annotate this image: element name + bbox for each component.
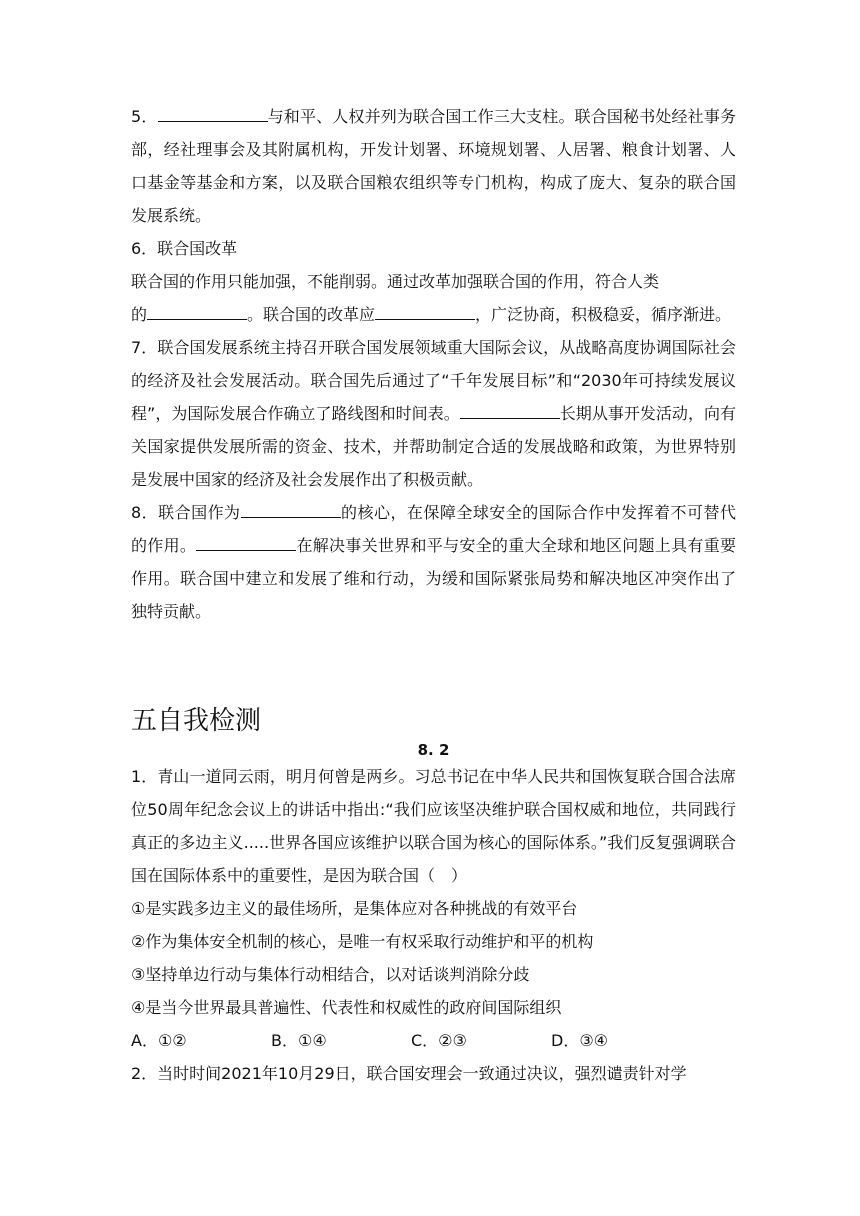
text-segment: 的 [131, 305, 148, 324]
question-6-line1: 联合国的作用只能加强，不能削弱。通过改革加强联合国的作用，符合人类 [131, 272, 660, 291]
fill-blank [196, 536, 296, 551]
question-8 [131, 496, 736, 628]
fill-blank [460, 404, 560, 419]
option-c[interactable]: C．②③ [411, 1031, 467, 1050]
option-a[interactable]: A．①② [131, 1031, 187, 1050]
exercise-1-options [131, 1024, 691, 1057]
section-title: 五自我检测 [131, 706, 262, 736]
question-text: 与和平、人权并列为联合国工作三大支柱。联合国秘书处经社事务部，经社理事会及其附属机构，开发计划署、环境规划署、人居署、粮食计划署、人口基金等基金和方案，以及联合国粮农组织等专门机构，构成了庞大、复杂的联合国发展系统。 [131, 107, 736, 225]
text-segment: 7．联合国发展系统主持召开联合国发展领域重大国际会议，从战略高度协调国际社会的经济及社会发展活动。联合国先后通过了“千年发展目标”和“2030年可持续发展议程”，为国际发展合作确立了路线图和时间表。 [131, 338, 736, 423]
question-6-title: 6．联合国改革 [131, 239, 238, 258]
question-number: 5． [131, 107, 158, 126]
exercise-2-stem: 2．当时时间2021年10月29日，联合国安理会一致通过决议，强烈谴责针对学 [131, 1064, 687, 1083]
exercise-1-stem: 1．青山一道同云雨，明月何曾是两乡。习总书记在中华人民共和国恢复联合国合法席位50周年纪念会议上的讲话中指出:“我们应该坚决维护联合国权威和地位，共同践行真正的多边主义.....世界各国应该维护以联合国为核心的国际体系。”我们反复强调联合国在国际体系中的重要性，是因为联合国（ ） [131, 767, 736, 885]
question-5 [131, 100, 736, 232]
fill-blank [375, 305, 475, 320]
exercise-1-item: ②作为集体安全机制的核心，是唯一有权采取行动维护和平的机构 [131, 932, 594, 951]
fill-blank [241, 503, 341, 518]
spacer [131, 628, 736, 702]
text-segment: 在解决事关世界和平与安全的重大全球和地区问题上具有重要作用。联合国中建立和发展了维和行动，为缓和国际紧张局势和解决地区冲突作出了独特贡献。 [131, 536, 736, 621]
text-segment: 长期从事开发活动，向有关国家提供发展所需的资金、技术，并帮助制定合适的发展战略和政策，为世界特别是发展中国家的经济及社会发展作出了积极贡献。 [131, 404, 736, 489]
question-6-line2 [131, 298, 736, 331]
section-subtitle: 8. 2 [417, 741, 450, 759]
document-body [131, 100, 736, 1090]
exercise-1-item: ④是当今世界最具普遍性、代表性和权威性的政府间国际组织 [131, 998, 562, 1017]
option-d[interactable]: D．③④ [551, 1031, 609, 1050]
text-segment: 8．联合国作为 [131, 503, 241, 522]
fill-blank [147, 305, 247, 320]
exercise-1-item: ①是实践多边主义的最佳场所，是集体应对各种挑战的有效平台 [131, 899, 578, 918]
text-segment: ，广泛协商，积极稳妥，循序渐进。 [475, 305, 732, 324]
option-b[interactable]: B．①④ [271, 1031, 327, 1050]
text-segment: 。联合国的改革应 [247, 305, 376, 324]
fill-blank [158, 107, 268, 122]
question-7 [131, 331, 736, 496]
text-segment: 的核心，在保障全球安全的国际合作中发挥着不可替代的作用。 [131, 503, 736, 555]
exercise-1-item: ③坚持单边行动与集体行动相结合，以对话谈判消除分歧 [131, 965, 530, 984]
